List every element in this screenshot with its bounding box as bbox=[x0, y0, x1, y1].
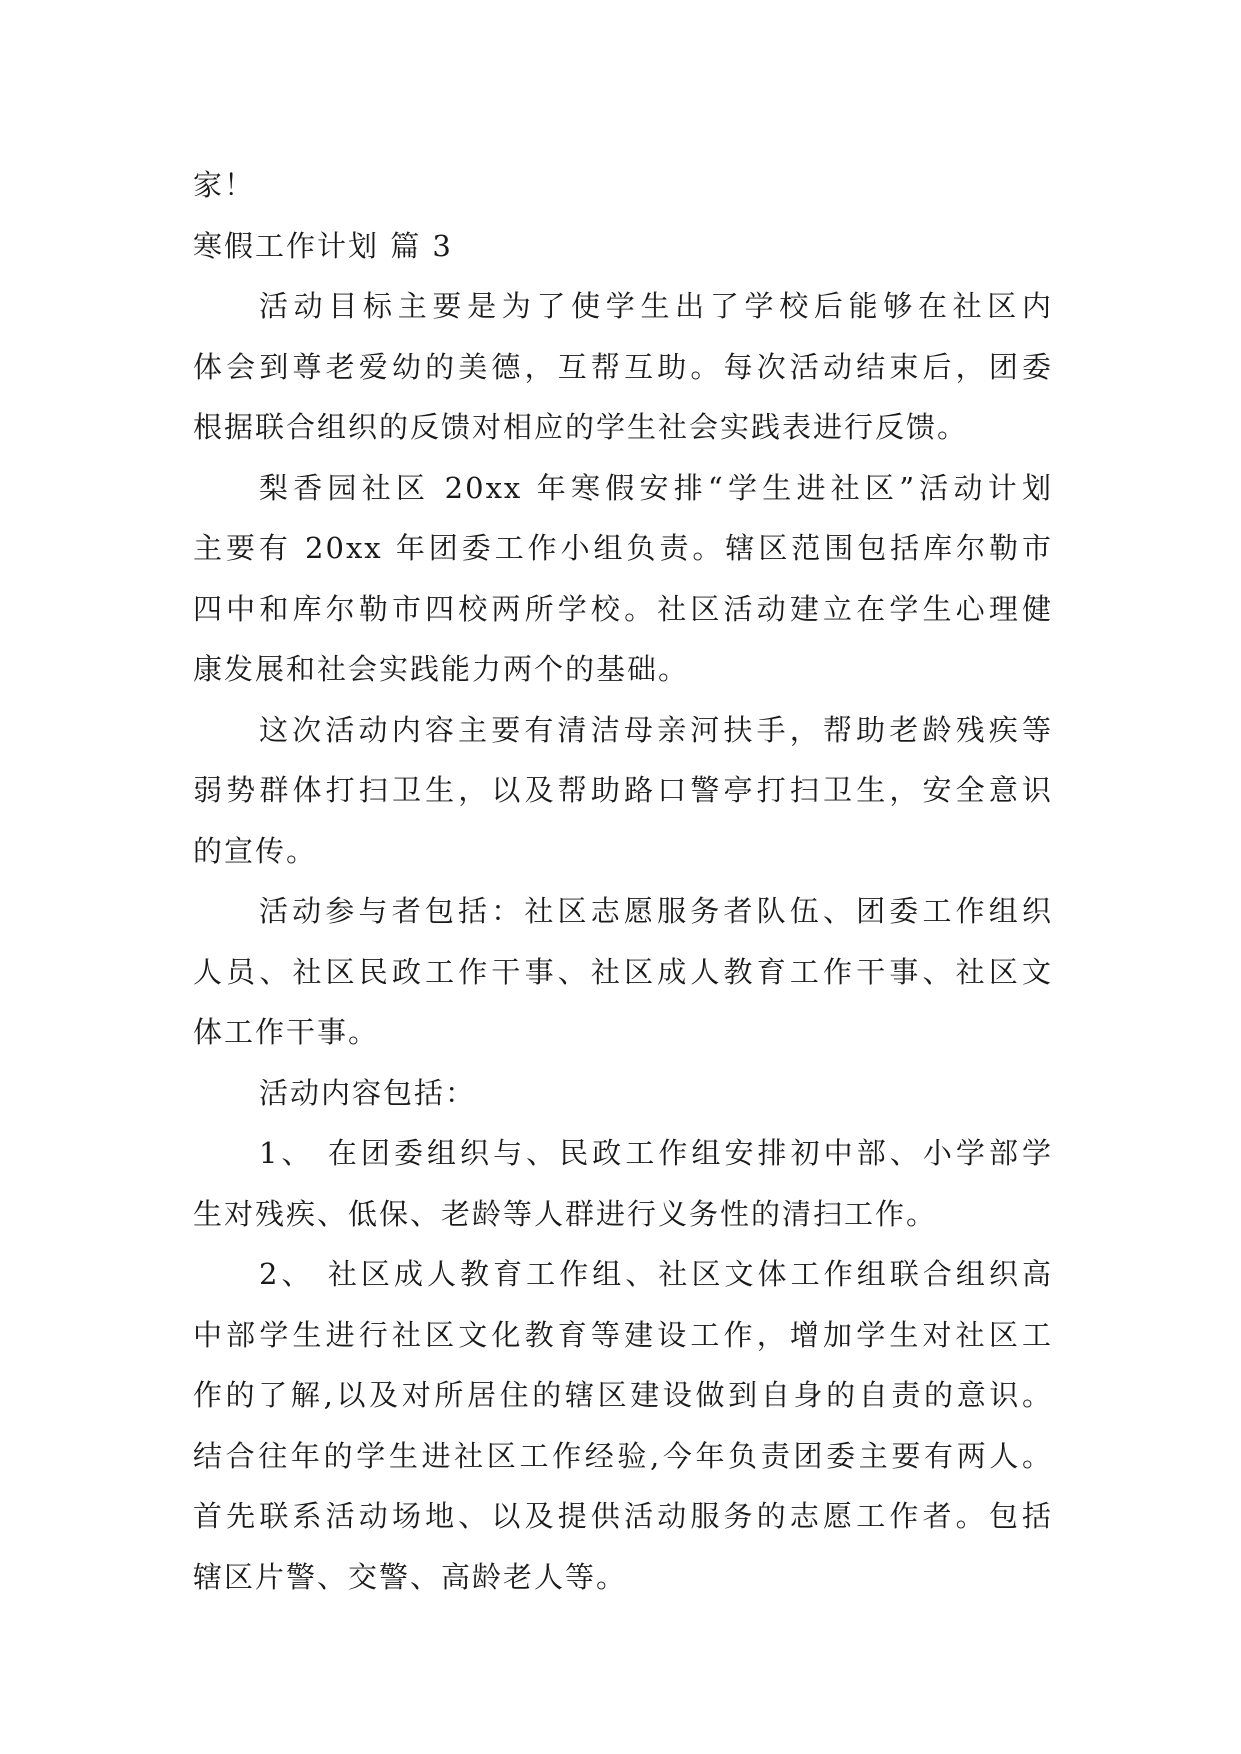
list-item-line: 生对残疾、低保、老龄等人群进行义务性的清扫工作。 bbox=[193, 1196, 938, 1231]
text-line: 梨香园社区 20xx 年寒假安排“学生进社区”活动计划 bbox=[259, 470, 1053, 505]
text-line: 人员、社区民政工作干事、社区成人教育工作干事、社区文 bbox=[193, 954, 1053, 989]
text-line: 主要有 20xx 年团委工作小组负责。辖区范围包括库尔勒市 bbox=[193, 531, 1053, 565]
text-line: 的宣传。 bbox=[193, 833, 318, 868]
text-line: 活动目标主要是为了使学生出了学校后能够在社区内 bbox=[259, 289, 1053, 323]
text-line: 活动参与者包括：社区志愿服务者队伍、团委工作组织 bbox=[259, 894, 1053, 928]
list-item-line: 辖区片警、交警、高龄老人等。 bbox=[193, 1559, 628, 1594]
list-item-line: 作的了解,以及对所居住的辖区建设做到自身的自责的意识。 bbox=[193, 1378, 1053, 1412]
list-item-line: 结合往年的学生进社区工作经验,今年负责团委主要有两人。 bbox=[193, 1438, 1053, 1473]
list-item-line: 2、 社区成人教育工作组、社区文体工作组联合组织高 bbox=[259, 1257, 1053, 1291]
section-heading: 寒假工作计划 篇 3 bbox=[193, 228, 453, 263]
text-line: 四中和库尔勒市四校两所学校。社区活动建立在学生心理健 bbox=[193, 591, 1053, 626]
text-line: 根据联合组织的反馈对相应的学生社会实践表进行反馈。 bbox=[193, 410, 969, 444]
list-item-line: 首先联系活动场地、以及提供活动服务的志愿工作者。包括 bbox=[193, 1499, 1053, 1533]
text-line: 体工作干事。 bbox=[193, 1015, 380, 1049]
document-body bbox=[193, 155, 1053, 1607]
text-line: 康发展和社会实践能力两个的基础。 bbox=[193, 652, 690, 686]
list-item-line: 1、 在团委组织与、民政工作组安排初中部、小学部学 bbox=[259, 1136, 1053, 1170]
continuation-line: 家！ bbox=[193, 168, 256, 202]
text-line: 活动内容包括： bbox=[259, 1075, 477, 1110]
text-line: 弱势群体打扫卫生，以及帮助路口警亭打扫卫生，安全意识 bbox=[193, 773, 1053, 807]
text-line: 这次活动内容主要有清洁母亲河扶手，帮助老龄残疾等 bbox=[259, 712, 1053, 747]
list-item-line: 中部学生进行社区文化教育等建设工作，增加学生对社区工 bbox=[193, 1317, 1053, 1352]
text-line: 体会到尊老爱幼的美德，互帮互助。每次活动结束后，团委 bbox=[193, 349, 1053, 384]
